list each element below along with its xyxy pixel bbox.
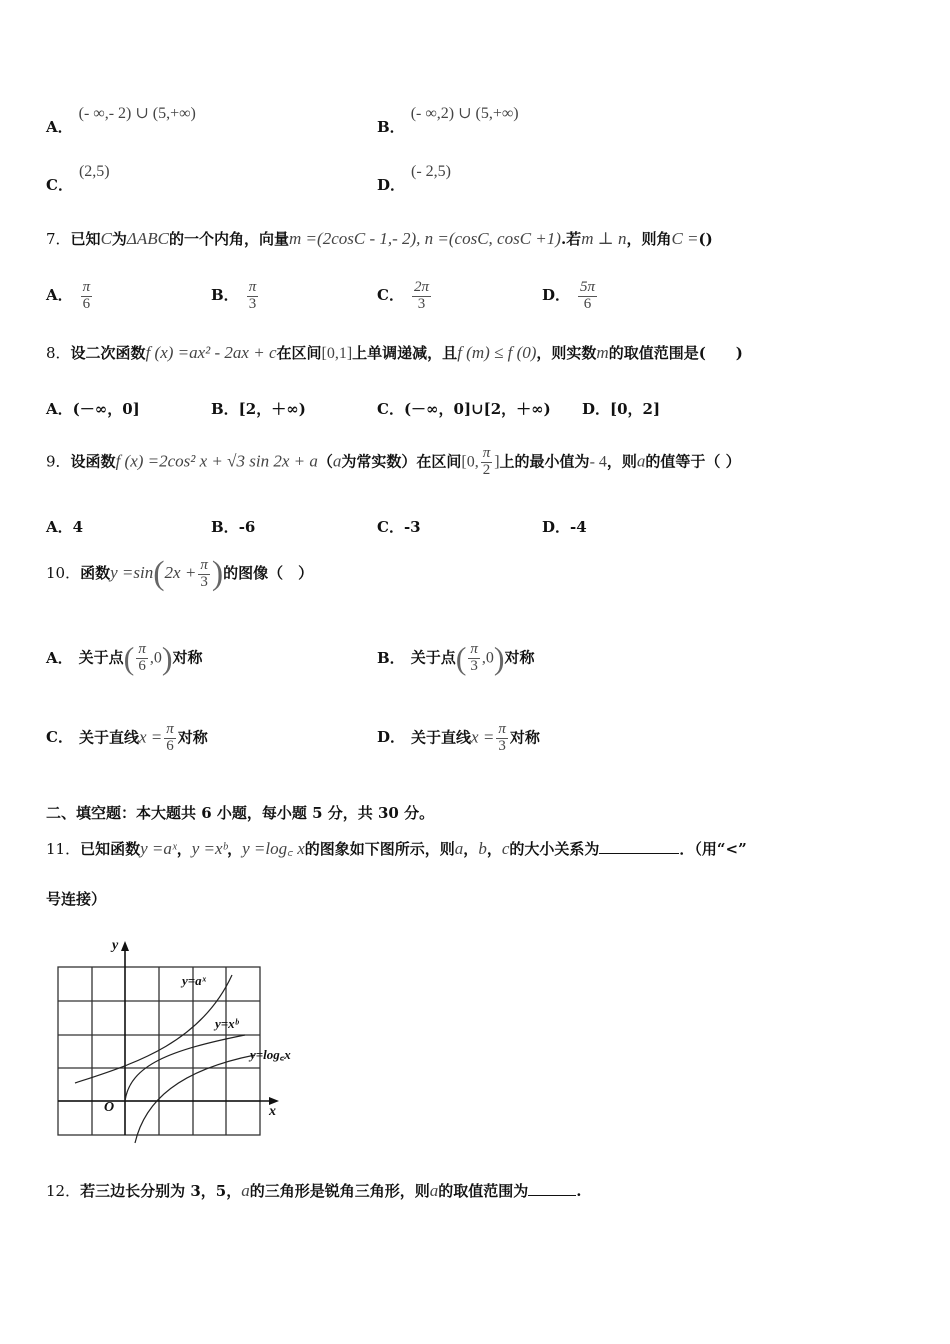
q9-option-d	[542, 516, 587, 537]
q12-answer-blank[interactable]	[528, 1183, 576, 1196]
q9-option-c-label: C．	[377, 518, 404, 536]
q7-triangle: ΔABC	[126, 229, 170, 248]
q10-inner: 2x +	[164, 563, 197, 582]
q10-option-a-text-2: 对称	[172, 648, 203, 667]
graph-grid	[58, 967, 260, 1135]
q9-text-3: 为常实数）在区间	[341, 452, 462, 471]
q9-option-b-label: B．	[211, 518, 239, 536]
q7-option-b-den: 3	[248, 295, 257, 312]
q7-option-c-den: 3	[417, 295, 426, 312]
curve-exp	[75, 975, 232, 1083]
q10-text-2: 的图像（ ）	[223, 564, 314, 582]
q9-interval-num: π	[482, 445, 491, 461]
q10-option-d-den: 3	[498, 737, 506, 754]
q9-number: 9．	[46, 452, 71, 471]
q7-perp: m ⊥ n	[581, 229, 627, 248]
q10-option-a-label: A．	[46, 648, 73, 667]
q11-var-c: c	[501, 839, 510, 858]
q9-var-a: a	[332, 451, 342, 471]
q9-interval-open: [0,	[461, 453, 479, 471]
q10-option-d-label: D．	[377, 728, 406, 747]
q6-option-a	[46, 102, 196, 136]
q6-option-b	[377, 102, 519, 136]
q7-option-a	[46, 280, 94, 313]
q11-func-1: y =aˣ	[140, 839, 177, 858]
q7-c-eq: C =	[671, 229, 699, 248]
q10-option-b-text: 关于点	[410, 648, 456, 667]
q8-stem	[46, 342, 743, 363]
q9-text-2: （	[317, 452, 333, 471]
q10-option-b-den: 3	[470, 658, 478, 674]
q10-y-eq: y =sin	[110, 563, 154, 582]
q11-text-4: ．（用	[679, 840, 717, 858]
q11-stem: 11．已知函数y =aˣ，y =xᵇ，y =log꜀ x的图象如下图所示，则a，b，c的大小关系为 ．（用“<”	[46, 839, 747, 858]
q6-option-d-label: D．	[377, 176, 406, 194]
q6-option-c-label: C．	[46, 176, 73, 194]
q9-var-a-2: a	[636, 451, 646, 471]
q7-text-2: 为	[111, 230, 127, 248]
q7-text-3: 的一个内角，向量	[169, 230, 290, 248]
q11-text-1: 已知函数	[80, 840, 141, 858]
q9-text-5: ，则	[606, 452, 637, 471]
q6-option-b-label: B．	[377, 118, 405, 136]
q10-pi: π	[200, 556, 208, 573]
q10-option-b-num: π	[470, 641, 478, 658]
q8-var-m: m	[596, 343, 609, 362]
q7-option-d	[542, 280, 599, 313]
q7-number: 7．	[46, 230, 71, 248]
q6-option-d	[377, 160, 451, 194]
q11-var-b: b	[478, 839, 487, 858]
q12-var-a-2: a	[429, 1181, 439, 1200]
q7-vectors: m =(2cosC - 1,- 2), n =(cosC, cosC +1)	[289, 229, 561, 248]
q9-interval-close: ]	[494, 453, 500, 471]
q7-text-4: .若	[560, 230, 582, 248]
q11-var-a: a	[454, 839, 464, 858]
q10-option-b-text-2: 对称	[504, 648, 535, 667]
q10-option-c-num: π	[166, 721, 174, 737]
q8-condition: f (m) ≤ f (0)	[457, 343, 537, 362]
q10-stem: 10．函数y =sin(2x + $\frac{\pi}{3}$ )的图像（ ）	[46, 555, 314, 592]
q9-interval-den: 2	[482, 461, 491, 478]
q10-number: 10．	[46, 564, 81, 582]
q7-stem	[46, 228, 713, 249]
q12-text-4: .	[576, 1182, 582, 1200]
q9-option-c-value: -3	[403, 518, 421, 536]
q7-option-a-num: π	[82, 279, 91, 295]
q10-text-1: 函数	[80, 564, 111, 582]
q9-text-6: 的值等于（ ）	[645, 452, 741, 471]
q10-option-d-text-2: 对称	[509, 728, 540, 747]
q11-func-3: y =log꜀ x	[242, 839, 305, 858]
q7-option-b	[211, 280, 260, 313]
q9-option-d-value: -4	[570, 518, 587, 536]
q11-quote: “<”	[716, 840, 747, 858]
q8-text-3: 上单调递减，且	[352, 344, 458, 362]
q10-option-a-tail: ,0	[149, 649, 162, 667]
q7-option-c-num: 2π	[413, 279, 429, 295]
q8-option-b: B．[2，＋∞)	[211, 400, 306, 418]
q7-option-a-label: A．	[46, 286, 73, 305]
q8-text-5: 的取值范围是( )	[608, 344, 743, 362]
q12-stem	[46, 1180, 581, 1201]
q10-option-c-text: 关于直线	[78, 728, 139, 747]
q6-option-b-expr: (- ∞,2) ∪ (5,+∞)	[410, 105, 519, 122]
q7-paren: ()	[698, 230, 713, 248]
q11-func-2: y =xᵇ	[191, 839, 228, 858]
q9-option-a	[46, 516, 83, 537]
q9-stem	[46, 446, 741, 479]
q7-option-d-label: D．	[542, 286, 571, 305]
q10-option-a: A． 关于点( $\frac{\pi}{6}$ ,0)对称	[46, 640, 203, 676]
q7-option-d-num: 5π	[580, 279, 596, 295]
q8-number: 8．	[46, 344, 71, 362]
q10-option-c-label: C．	[46, 728, 73, 747]
q9-option-a-label: A．	[46, 518, 73, 536]
q7-text-5: ，则角	[626, 230, 672, 248]
curve-exp-label: y=aˣ	[182, 973, 207, 988]
q10-option-b-label: B．	[377, 648, 405, 667]
q7-option-b-label: B．	[211, 286, 239, 305]
q6-option-c-expr: (2,5)	[78, 163, 110, 180]
curve-power-label: y=xᵇ	[215, 1016, 239, 1031]
q9-min-value: - 4	[589, 453, 607, 471]
q10-option-a-num: π	[138, 641, 146, 658]
q8-option-c: C．(－∞，0]∪[2，＋∞)	[377, 400, 551, 418]
q6-option-a-label: A．	[46, 118, 73, 136]
q10-option-a-text: 关于点	[78, 648, 124, 667]
q12-text-1: 若三边长分别为 3，5，	[80, 1182, 242, 1200]
q8-text-1: 设二次函数	[70, 344, 146, 362]
q10-option-d	[377, 722, 540, 755]
q10-option-a-den: 6	[138, 658, 146, 674]
q10-option-c	[46, 722, 208, 755]
q8-option-d: D．[0，2]	[582, 400, 661, 418]
x-axis-label: x	[269, 1104, 276, 1119]
q10-option-d-xeq: x =	[471, 727, 495, 747]
q10-option-b: B． 关于点( $\frac{\pi}{3}$ ,0)对称	[377, 640, 535, 676]
q8-interval: [0,1]	[321, 345, 353, 362]
q12-text-2: 的三角形是锐角三角形，则	[249, 1182, 430, 1200]
q11-text-3: 的大小关系为	[509, 840, 600, 858]
q10-option-c-xeq: x =	[138, 727, 163, 747]
q9-option-b	[211, 516, 255, 537]
q6-option-d-expr: (- 2,5)	[411, 163, 451, 180]
origin-label: O	[104, 1100, 115, 1115]
q11-graph	[50, 935, 320, 1145]
q12-var-a: a	[241, 1181, 250, 1200]
q11-number: 11．	[46, 840, 81, 858]
q7-text-1: 已知	[70, 230, 101, 248]
q6-option-a-expr: (- ∞,- 2) ∪ (5,+∞)	[78, 105, 196, 122]
q10-option-d-text: 关于直线	[411, 728, 472, 747]
q8-text-2: 在区间	[276, 344, 322, 362]
q9-option-c	[377, 516, 421, 537]
q10-option-b-tail: ,0	[481, 649, 494, 667]
q12-text-3: 的取值范围为	[438, 1182, 529, 1200]
q7-option-b-num: π	[248, 279, 257, 295]
y-axis-label: y	[112, 938, 119, 953]
q9-function: f (x) =2cos² x + √3 sin 2x + a	[115, 451, 318, 471]
y-axis-arrow	[121, 941, 129, 951]
q11-answer-blank[interactable]	[599, 841, 679, 854]
q11-text-2: 的图象如下图所示，则	[304, 840, 455, 858]
q9-option-a-value: 4	[72, 518, 84, 536]
q10-den: 3	[200, 573, 208, 590]
q7-option-d-den: 6	[583, 295, 592, 312]
q7-var-c: C	[100, 229, 112, 248]
q9-text-4: 上的最小值为	[499, 452, 590, 471]
q7-option-a-den: 6	[82, 295, 91, 312]
q8-function: f (x) =ax² - 2ax + c	[145, 343, 277, 362]
section-heading: 二、填空题：本大题共 6 小题，每小题 5 分，共 30 分。	[46, 804, 435, 822]
q7-option-c-label: C．	[377, 286, 404, 305]
q8-text-4: ，则实数	[536, 344, 597, 362]
q8-option-a: A．(－∞，0]	[46, 400, 140, 418]
q12-number: 12．	[46, 1182, 81, 1200]
q10-option-c-den: 6	[166, 737, 174, 754]
q10-option-d-num: π	[498, 721, 506, 737]
q11-stem-cont: 号连接）	[46, 890, 107, 908]
q9-text-1: 设函数	[70, 452, 116, 471]
q9-option-b-value: -6	[238, 518, 256, 536]
q9-option-d-label: D．	[542, 518, 571, 536]
q10-option-c-text-2: 对称	[177, 728, 208, 747]
curve-log-label: y=log꜀x	[250, 1047, 291, 1062]
q6-option-c	[46, 160, 110, 194]
q7-option-c	[377, 280, 433, 313]
